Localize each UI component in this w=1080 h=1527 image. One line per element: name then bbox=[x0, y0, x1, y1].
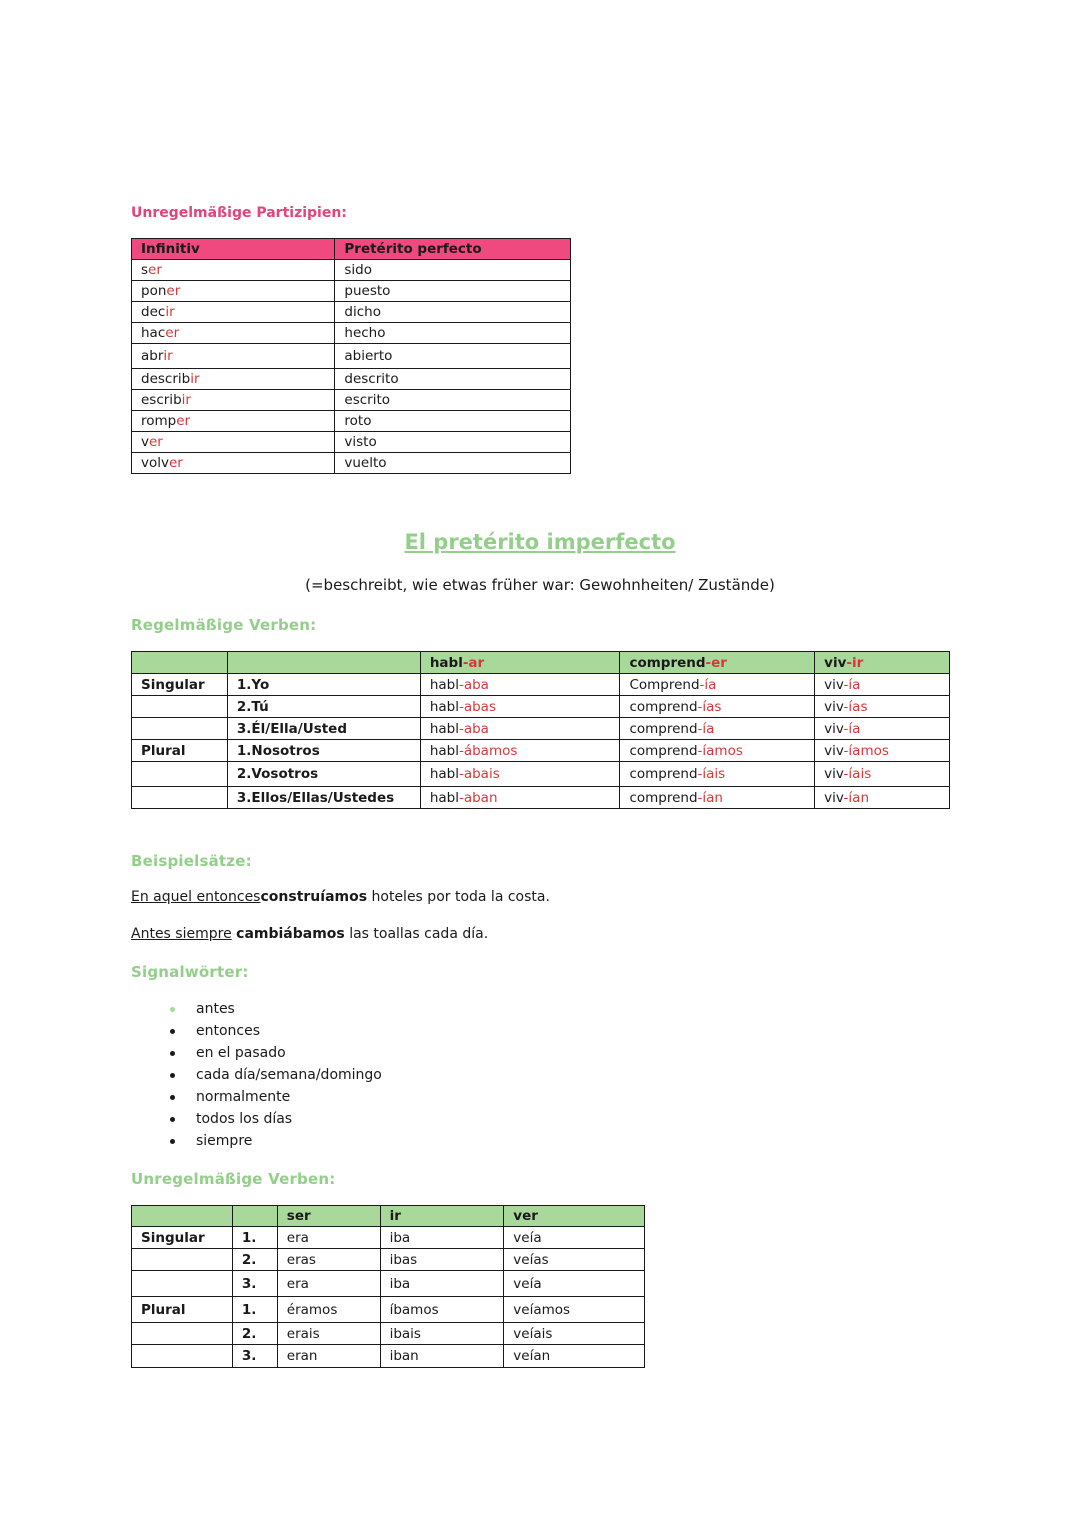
col-infinitiv: Infinitiv bbox=[132, 239, 335, 260]
table-row bbox=[132, 696, 950, 718]
irregular-heading: Unregelmäßige Verben: bbox=[131, 1170, 336, 1188]
ser-cell: eran bbox=[277, 1345, 380, 1368]
number-cell bbox=[132, 1271, 233, 1297]
er-cell: comprend-íamos bbox=[620, 740, 815, 762]
infinitive-cell: decir bbox=[132, 302, 335, 323]
regular-heading: Regelmäßige Verben: bbox=[131, 616, 317, 634]
number-cell bbox=[132, 696, 228, 718]
table-row bbox=[132, 453, 571, 474]
table-row bbox=[132, 432, 571, 453]
number-cell bbox=[132, 762, 228, 787]
ser-cell: era bbox=[277, 1271, 380, 1297]
person-cell: 1.Yo bbox=[227, 674, 420, 696]
ver-cell: veíais bbox=[504, 1323, 645, 1345]
table-row bbox=[132, 390, 571, 411]
ir-cell: viv-ías bbox=[815, 696, 950, 718]
infinitive-cell: ser bbox=[132, 260, 335, 281]
number-cell bbox=[132, 1249, 233, 1271]
infinitive-cell: romper bbox=[132, 411, 335, 432]
list-item: normalmente bbox=[162, 1086, 382, 1108]
empty-cell bbox=[132, 652, 228, 674]
ser-cell: éramos bbox=[277, 1297, 380, 1323]
ir-cell: viv-íamos bbox=[815, 740, 950, 762]
participle-cell: abierto bbox=[335, 344, 571, 369]
regular-verbs-table bbox=[131, 651, 950, 809]
participle-cell: visto bbox=[335, 432, 571, 453]
person-cell: 1.Nosotros bbox=[227, 740, 420, 762]
table-row bbox=[132, 718, 950, 740]
list-item: cada día/semana/domingo bbox=[162, 1064, 382, 1086]
ir-cell: iba bbox=[380, 1227, 504, 1249]
irregular-verbs-table bbox=[131, 1205, 645, 1368]
number-cell bbox=[132, 718, 228, 740]
infinitive-cell: escribir bbox=[132, 390, 335, 411]
table-row bbox=[132, 323, 571, 344]
number-cell: Plural bbox=[132, 740, 228, 762]
participle-cell: dicho bbox=[335, 302, 571, 323]
ir-cell: íbamos bbox=[380, 1297, 504, 1323]
empty-cell bbox=[232, 1206, 277, 1227]
ar-cell: habl-ábamos bbox=[420, 740, 620, 762]
list-item: antes bbox=[162, 998, 382, 1020]
number-cell bbox=[132, 787, 228, 809]
number-cell: Plural bbox=[132, 1297, 233, 1323]
er-cell: comprend-ían bbox=[620, 787, 815, 809]
imperfecto-title: El pretérito imperfecto bbox=[404, 530, 676, 554]
ver-cell: veían bbox=[504, 1345, 645, 1368]
empty-cell bbox=[132, 1206, 233, 1227]
person-cell: 1. bbox=[232, 1227, 277, 1249]
irregular-header-row bbox=[132, 1206, 645, 1227]
col-perfecto: Pretérito perfecto bbox=[335, 239, 571, 260]
col-ser: ser bbox=[277, 1206, 380, 1227]
participle-cell: roto bbox=[335, 411, 571, 432]
person-cell: 2.Vosotros bbox=[227, 762, 420, 787]
table-row bbox=[132, 411, 571, 432]
er-cell: comprend-íais bbox=[620, 762, 815, 787]
list-item: entonces bbox=[162, 1020, 382, 1042]
ir-cell: iba bbox=[380, 1271, 504, 1297]
list-item: todos los días bbox=[162, 1108, 382, 1130]
er-cell: Comprend-ía bbox=[620, 674, 815, 696]
participle-cell: sido bbox=[335, 260, 571, 281]
participle-cell: descrito bbox=[335, 369, 571, 390]
table-row bbox=[132, 281, 571, 302]
infinitive-cell: describir bbox=[132, 369, 335, 390]
ar-cell: habl-aba bbox=[420, 718, 620, 740]
example-sentence-1: En aquel entoncesconstruíamos hoteles por toda la costa. bbox=[131, 889, 550, 905]
col-ir: viv-ir bbox=[815, 652, 950, 674]
ar-cell: habl-abais bbox=[420, 762, 620, 787]
ser-cell: eras bbox=[277, 1249, 380, 1271]
person-cell: 3.Él/Ella/Usted bbox=[227, 718, 420, 740]
ar-cell: habl-aban bbox=[420, 787, 620, 809]
table-row bbox=[132, 260, 571, 281]
table-row bbox=[132, 674, 950, 696]
signal-words-list bbox=[162, 998, 382, 1152]
number-cell bbox=[132, 1323, 233, 1345]
participles-table bbox=[131, 238, 571, 474]
ir-cell: ibais bbox=[380, 1323, 504, 1345]
infinitive-cell: hacer bbox=[132, 323, 335, 344]
participle-cell: vuelto bbox=[335, 453, 571, 474]
ver-cell: veías bbox=[504, 1249, 645, 1271]
table-row bbox=[132, 1271, 645, 1297]
person-cell: 3.Ellos/Ellas/Ustedes bbox=[227, 787, 420, 809]
person-cell: 3. bbox=[232, 1345, 277, 1368]
number-cell: Singular bbox=[132, 674, 228, 696]
list-item: siempre bbox=[162, 1130, 382, 1152]
number-cell bbox=[132, 1345, 233, 1368]
examples-heading: Beispielsätze: bbox=[131, 852, 252, 870]
empty-cell bbox=[227, 652, 420, 674]
ir-cell: viv-ía bbox=[815, 718, 950, 740]
ar-cell: habl-aba bbox=[420, 674, 620, 696]
table-row bbox=[132, 1323, 645, 1345]
list-item: en el pasado bbox=[162, 1042, 382, 1064]
ir-cell: iban bbox=[380, 1345, 504, 1368]
ser-cell: era bbox=[277, 1227, 380, 1249]
person-cell: 2.Tú bbox=[227, 696, 420, 718]
table-row bbox=[132, 1249, 645, 1271]
er-cell: comprend-ías bbox=[620, 696, 815, 718]
infinitive-cell: volver bbox=[132, 453, 335, 474]
ir-cell: viv-ía bbox=[815, 674, 950, 696]
col-ver: ver bbox=[504, 1206, 645, 1227]
table-row bbox=[132, 762, 950, 787]
ir-cell: viv-ían bbox=[815, 787, 950, 809]
number-cell: Singular bbox=[132, 1227, 233, 1249]
person-cell: 3. bbox=[232, 1271, 277, 1297]
regular-header-row bbox=[132, 652, 950, 674]
ir-cell: ibas bbox=[380, 1249, 504, 1271]
participle-cell: hecho bbox=[335, 323, 571, 344]
ar-cell: habl-abas bbox=[420, 696, 620, 718]
infinitive-cell: ver bbox=[132, 432, 335, 453]
table-row bbox=[132, 1345, 645, 1368]
col-ar: habl-ar bbox=[420, 652, 620, 674]
ver-cell: veíamos bbox=[504, 1297, 645, 1323]
participles-heading: Unregelmäßige Partizipien: bbox=[131, 205, 347, 221]
participle-cell: puesto bbox=[335, 281, 571, 302]
person-cell: 2. bbox=[232, 1323, 277, 1345]
person-cell: 1. bbox=[232, 1297, 277, 1323]
table-row bbox=[132, 369, 571, 390]
col-er: comprend-er bbox=[620, 652, 815, 674]
col-ir: ir bbox=[380, 1206, 504, 1227]
table-row bbox=[132, 787, 950, 809]
table-row bbox=[132, 1227, 645, 1249]
example-sentence-2: Antes siempre cambiábamos las toallas cada día. bbox=[131, 926, 489, 942]
er-cell: comprend-ía bbox=[620, 718, 815, 740]
imperfecto-subtitle: (=beschreibt, wie etwas früher war: Gewohnheiten/ Zustände) bbox=[305, 576, 775, 594]
table-row bbox=[132, 740, 950, 762]
table-row bbox=[132, 302, 571, 323]
person-cell: 2. bbox=[232, 1249, 277, 1271]
ver-cell: veía bbox=[504, 1271, 645, 1297]
ser-cell: erais bbox=[277, 1323, 380, 1345]
participle-cell: escrito bbox=[335, 390, 571, 411]
signal-words-heading: Signalwörter: bbox=[131, 963, 249, 981]
table-row bbox=[132, 1297, 645, 1323]
participles-header-row bbox=[132, 239, 571, 260]
ver-cell: veía bbox=[504, 1227, 645, 1249]
infinitive-cell: poner bbox=[132, 281, 335, 302]
infinitive-cell: abrir bbox=[132, 344, 335, 369]
table-row bbox=[132, 344, 571, 369]
ir-cell: viv-íais bbox=[815, 762, 950, 787]
